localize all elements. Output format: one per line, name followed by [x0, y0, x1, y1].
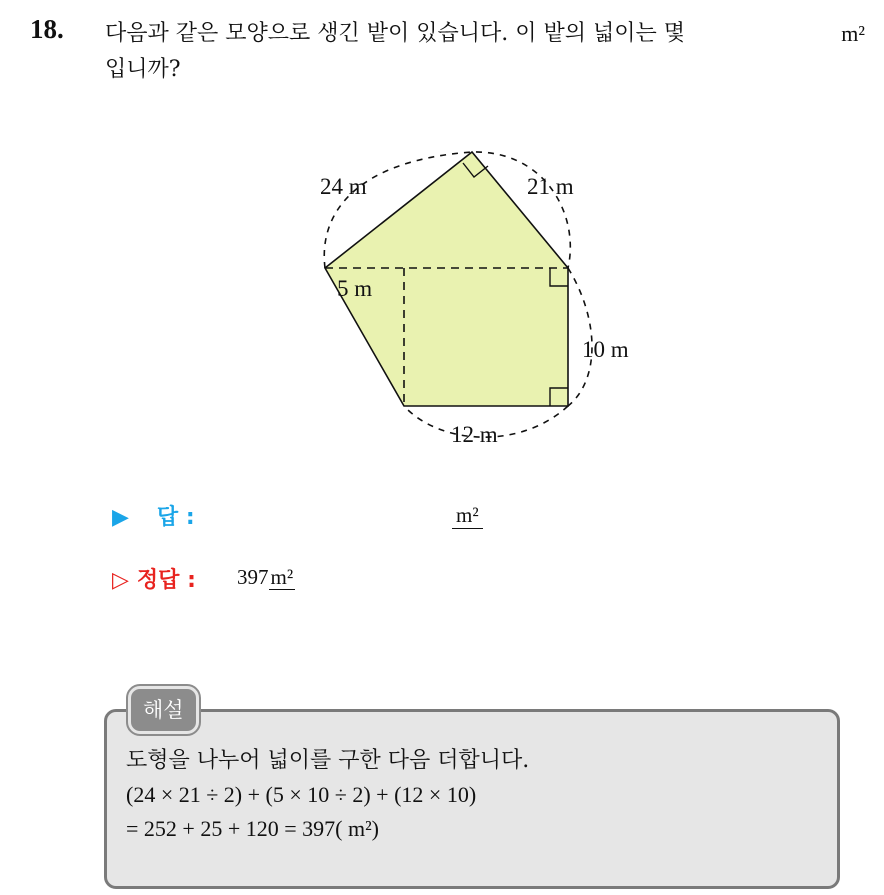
label-21m: 21 m — [527, 174, 574, 199]
explanation-line1: 도형을 나누어 넓이를 구한 다음 더합니다. — [126, 748, 530, 773]
correct-arrow-icon: ▷ — [112, 568, 129, 593]
question-line1: 다음과 같은 모양으로 생긴 밭이 있습니다. 이 밭의 넓이는 몇 — [105, 21, 685, 46]
answer-label: 답 : — [156, 505, 195, 530]
label-5m: 5 m — [337, 276, 373, 301]
correct-label: 정답 : — [136, 568, 196, 593]
answer-arrow-icon: ▶ — [112, 505, 129, 530]
question-text — [105, 16, 865, 88]
label-24m: 24 m — [320, 174, 367, 199]
answer-row — [112, 500, 195, 531]
question-number: 18. — [30, 14, 64, 44]
explanation-tab: 해설 — [128, 686, 199, 734]
correct-value: 397 — [237, 565, 269, 589]
correct-row — [112, 563, 196, 594]
question-unit: m² — [841, 21, 865, 46]
label-10m: 10 m — [582, 337, 629, 362]
correct-unit: m² — [270, 565, 294, 589]
explanation-line2: (24 × 21 ÷ 2) + (5 × 10 ÷ 2) + (12 × 10) — [126, 782, 477, 807]
label-12m: 12 m — [451, 422, 498, 447]
answer-blank-unit[interactable]: m² — [452, 502, 483, 529]
question-line2: 입니까? — [105, 57, 181, 82]
correct-answer — [237, 564, 295, 590]
explanation-text — [126, 744, 529, 846]
pentagon-figure — [300, 140, 660, 460]
explanation-line3: = 252 + 25 + 120 = 397( m²) — [126, 816, 379, 841]
